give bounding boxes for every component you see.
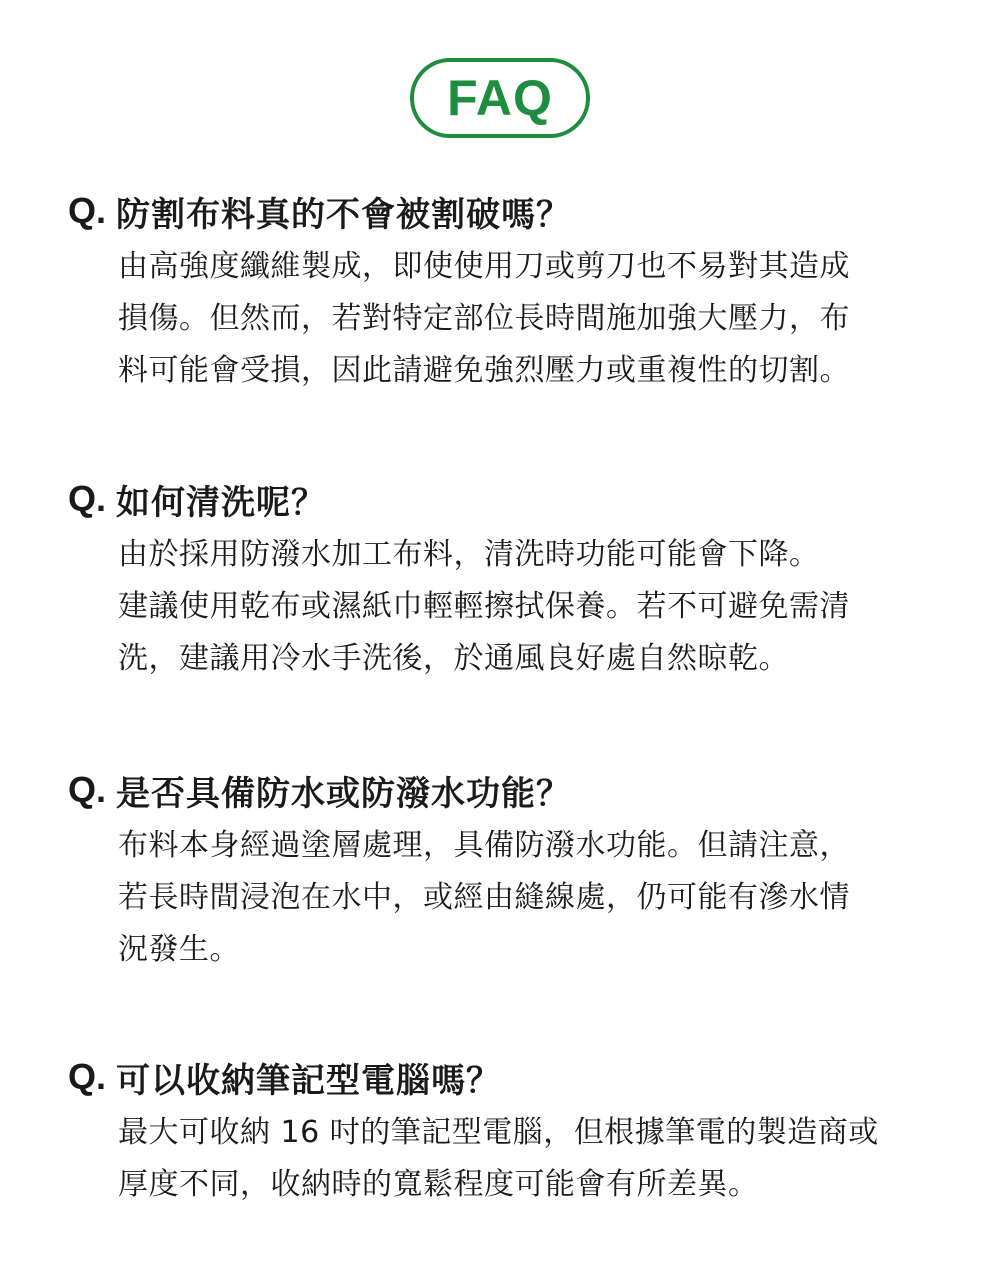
answer-line: 況發生。 [118,932,240,967]
answer-line: 損傷。但然而，若對特定部位長時間施加強大壓力，布 [118,301,850,336]
question-prefix: Q. [68,1056,107,1097]
answer-text [118,529,968,685]
answer-text [118,820,968,976]
question-text: 是否具備防水或防潑水功能？ [116,773,572,814]
question-line [68,474,326,524]
question-line [68,765,571,815]
question-prefix: Q. [68,769,107,810]
question-text: 防割布料真的不會被割破嗎？ [116,194,572,235]
answer-line: 若長時間浸泡在水中，或經由縫線處，仍可能有滲水情 [118,880,850,915]
question-prefix: Q. [68,190,107,231]
question-line [68,186,571,236]
faq-badge [410,58,590,138]
answer-line: 布料本身經過塗層處理，具備防潑水功能。但請注意， [118,828,850,863]
question-text: 如何清洗呢？ [116,482,327,523]
answer-line: 由高強度纖維製成，即使使用刀或剪刀也不易對其造成 [118,249,850,284]
answer-line: 厚度不同，收納時的寬鬆程度可能會有所差異。 [118,1167,759,1202]
answer-line: 建議使用乾布或濕紙巾輕輕擦拭保養。若不可避免需清 [118,589,850,624]
question-prefix: Q. [68,478,107,519]
answer-line: 最大可收納 16 吋的筆記型電腦，但根據筆電的製造商或 [118,1115,879,1150]
answer-text [118,1107,968,1211]
answer-text [118,241,968,397]
faq-badge-label: FAQ [447,70,553,126]
answer-line: 由於採用防潑水加工布料，清洗時功能可能會下降。 [118,537,820,572]
answer-line: 洗，建議用冷水手洗後，於通風良好處自然晾乾。 [118,641,789,676]
question-text: 可以收納筆記型電腦嗎？ [116,1060,502,1101]
answer-line: 料可能會受損，因此請避免強烈壓力或重複性的切割。 [118,353,850,388]
question-line [68,1052,501,1102]
